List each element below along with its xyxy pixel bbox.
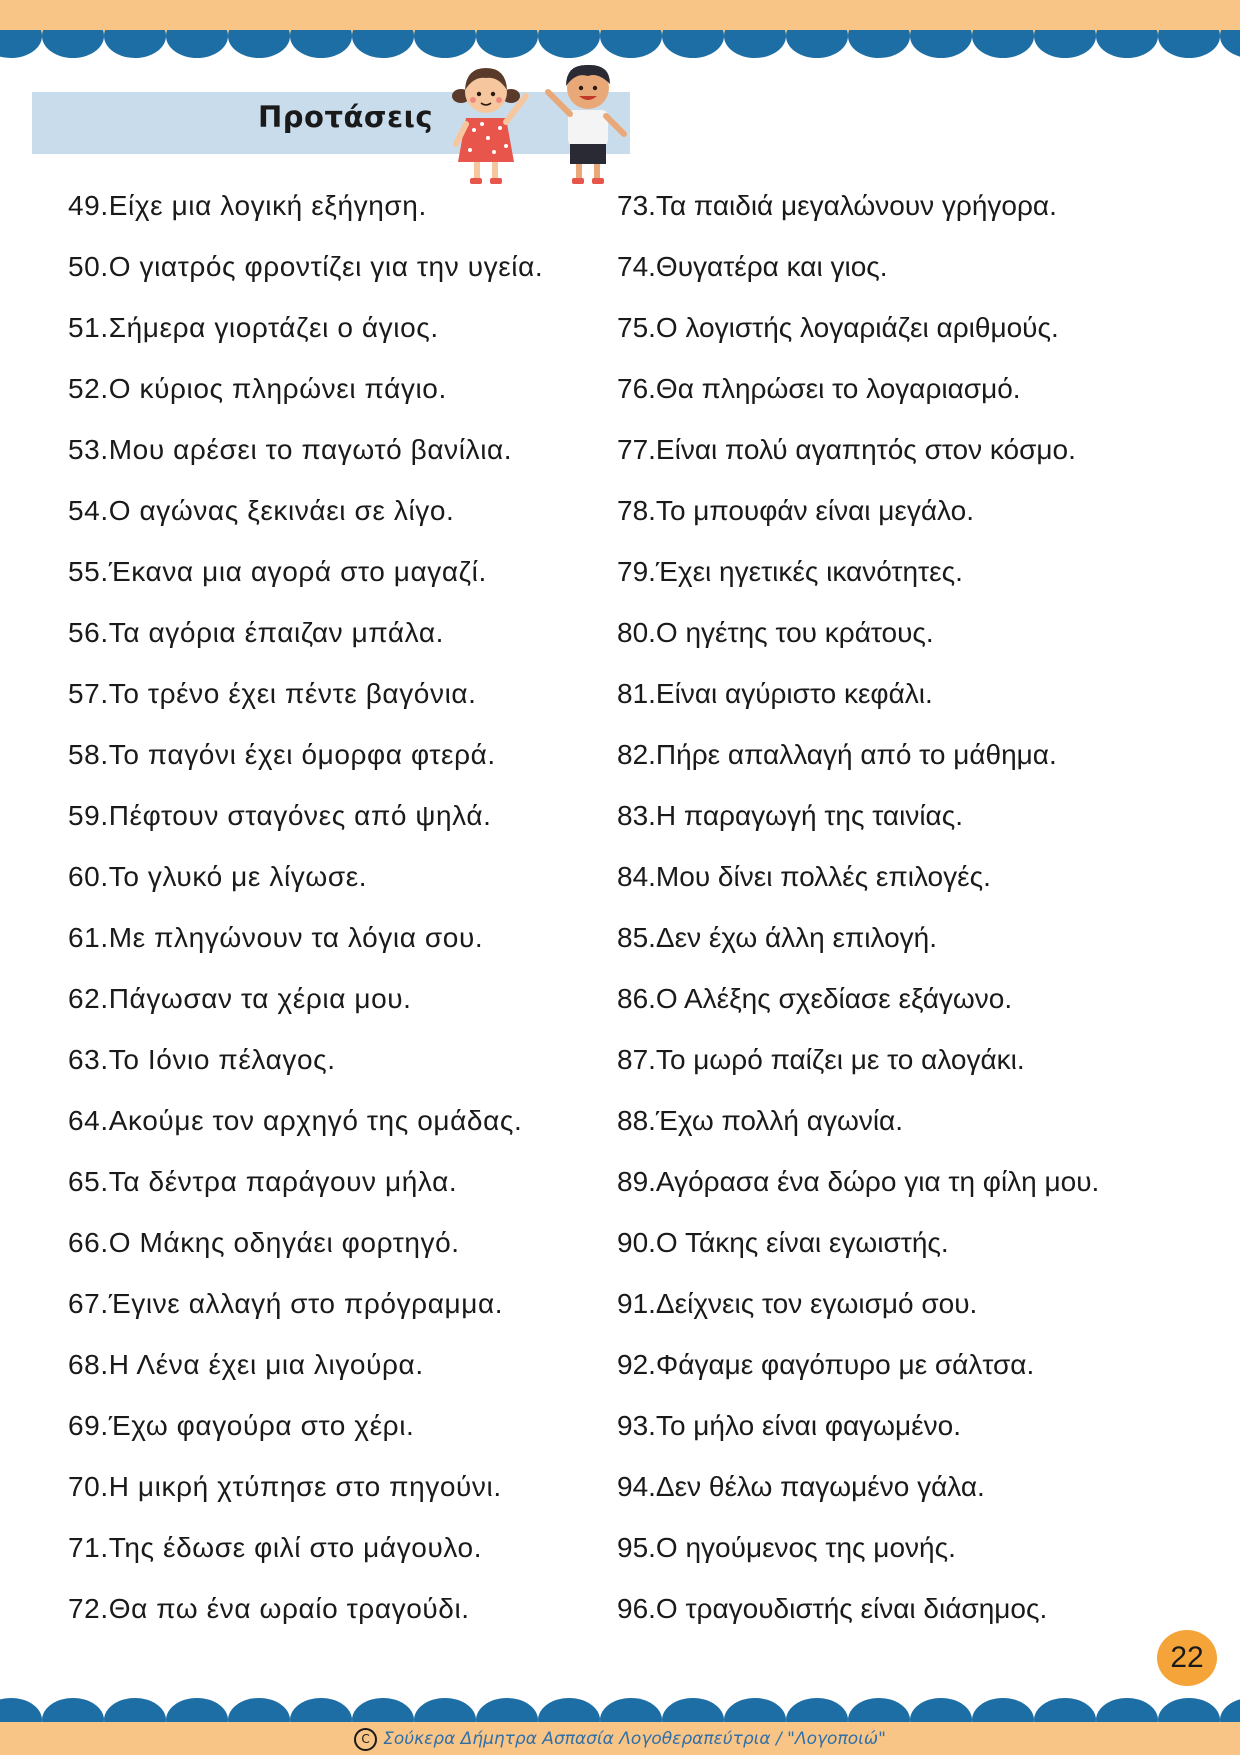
sentence-item: 72.Θα πω ένα ωραίο τραγούδι. [68, 1593, 470, 1624]
sentence-item: 94.Δεν θέλω παγωμένο γάλα. [617, 1471, 985, 1502]
sentence-item: 80.Ο ηγέτης του κράτους. [617, 617, 934, 648]
sentence-item: 92.Φάγαμε φαγόπυρο με σάλτσα. [617, 1349, 1035, 1380]
sentence-item: 77.Είναι πολύ αγαπητός στον κόσμο. [617, 434, 1076, 465]
sentence-item: 93.Το μήλο είναι φαγωμένο. [617, 1410, 961, 1441]
sentence-item: 76.Θα πληρώσει το λογαριασμό. [617, 373, 1021, 404]
sentence-item: 82.Πήρε απαλλαγή από το μάθημα. [617, 739, 1057, 770]
sentence-item: 50.Ο γιατρός φροντίζει για την υγεία. [68, 251, 544, 282]
sentence-item: 54.Ο αγώνας ξεκινάει σε λίγο. [68, 495, 455, 526]
sentence-item: 70.Η μικρή χτύπησε στο πηγούνι. [68, 1471, 502, 1502]
sentence-item: 73.Τα παιδιά μεγαλώνουν γρήγορα. [617, 190, 1057, 221]
sentence-item: 51.Σήμερα γιορτάζει ο άγιος. [68, 312, 439, 343]
boy-figure [548, 65, 624, 184]
sentence-item: 69.Έχω φαγούρα στο χέρι. [68, 1410, 415, 1441]
sentence-item: 68.Η Λένα έχει μια λιγούρα. [68, 1349, 424, 1380]
sentence-item: 95.Ο ηγούμενος της μονής. [617, 1532, 956, 1563]
sentence-item: 49.Είχε μια λογική εξήγηση. [68, 190, 427, 221]
girl-figure [452, 68, 526, 184]
sentence-item: 67.Έγινε αλλαγή στο πρόγραμμα. [68, 1288, 504, 1319]
sentence-item: 89.Αγόρασα ένα δώρο για τη φίλη μου. [617, 1166, 1100, 1197]
sentence-item: 83.Η παραγωγή της ταινίας. [617, 800, 964, 831]
sentence-item: 65.Τα δέντρα παράγουν μήλα. [68, 1166, 458, 1197]
sentence-item: 96.Ο τραγουδιστής είναι διάσημος. [617, 1593, 1048, 1624]
sentence-item: 71.Της έδωσε φιλί στο μάγουλο. [68, 1532, 483, 1563]
sentence-item: 79.Έχει ηγετικές ικανότητες. [617, 556, 963, 587]
bottom-wave-border [0, 1686, 1240, 1726]
sentences-right-column [617, 175, 1187, 1639]
page-number-badge: 22 [1157, 1630, 1217, 1686]
sentence-item: 63.Το Ιόνιο πέλαγος. [68, 1044, 336, 1075]
sentence-item: 59.Πέφτουν σταγόνες από ψηλά. [68, 800, 492, 831]
sentence-item: 81.Είναι αγύριστο κεφάλι. [617, 678, 933, 709]
sentence-item: 64.Ακούμε τον αρχηγό της ομάδας. [68, 1105, 523, 1136]
sentence-item: 52.Ο κύριος πληρώνει πάγιο. [68, 373, 447, 404]
sentence-item: 88.Έχω πολλή αγωνία. [617, 1105, 904, 1136]
sentence-item: 57.Το τρένο έχει πέντε βαγόνια. [68, 678, 477, 709]
sentence-item: 60.Το γλυκό με λίγωσε. [68, 861, 368, 892]
sentence-item: 86.Ο Αλέξης σχεδίασε εξάγωνο. [617, 983, 1013, 1014]
sentences-left-column [68, 175, 598, 1639]
copyright-footer [0, 1724, 1240, 1754]
copyright-icon: C [354, 1728, 377, 1751]
footer-credit: Σούκερα Δήμητρα Ασπασία Λογοθεραπεύτρια / "Λογοποιώ" [383, 1729, 886, 1749]
sentence-item: 75.Ο λογιστής λογαριάζει αριθμούς. [617, 312, 1059, 343]
sentence-item: 78.Το μπουφάν είναι μεγάλο. [617, 495, 974, 526]
sentence-item: 58.Το παγόνι έχει όμορφα φτερά. [68, 739, 496, 770]
page-title: Προτάσεις [258, 100, 434, 134]
sentence-item: 91.Δείχνεις τον εγωισμό σου. [617, 1288, 978, 1319]
sentence-item: 85.Δεν έχω άλλη επιλογή. [617, 922, 938, 953]
sentence-item: 56.Τα αγόρια έπαιζαν μπάλα. [68, 617, 445, 648]
sentence-item: 61.Με πληγώνουν τα λόγια σου. [68, 922, 484, 953]
sentence-item: 87.Το μωρό παίζει με το αλογάκι. [617, 1044, 1025, 1075]
sentence-item: 53.Μου αρέσει το παγωτό βανίλια. [68, 434, 513, 465]
sentence-item: 62.Πάγωσαν τα χέρια μου. [68, 983, 412, 1014]
kids-waving-illustration [448, 62, 634, 190]
sentence-item: 90.Ο Τάκης είναι εγωιστής. [617, 1227, 949, 1258]
sentence-item: 74.Θυγατέρα και γιος. [617, 251, 888, 282]
sentence-item: 84.Μου δίνει πολλές επιλογές. [617, 861, 991, 892]
sentence-item: 66.Ο Μάκης οδηγάει φορτηγό. [68, 1227, 460, 1258]
sentence-item: 55.Έκανα μια αγορά στο μαγαζί. [68, 556, 487, 587]
